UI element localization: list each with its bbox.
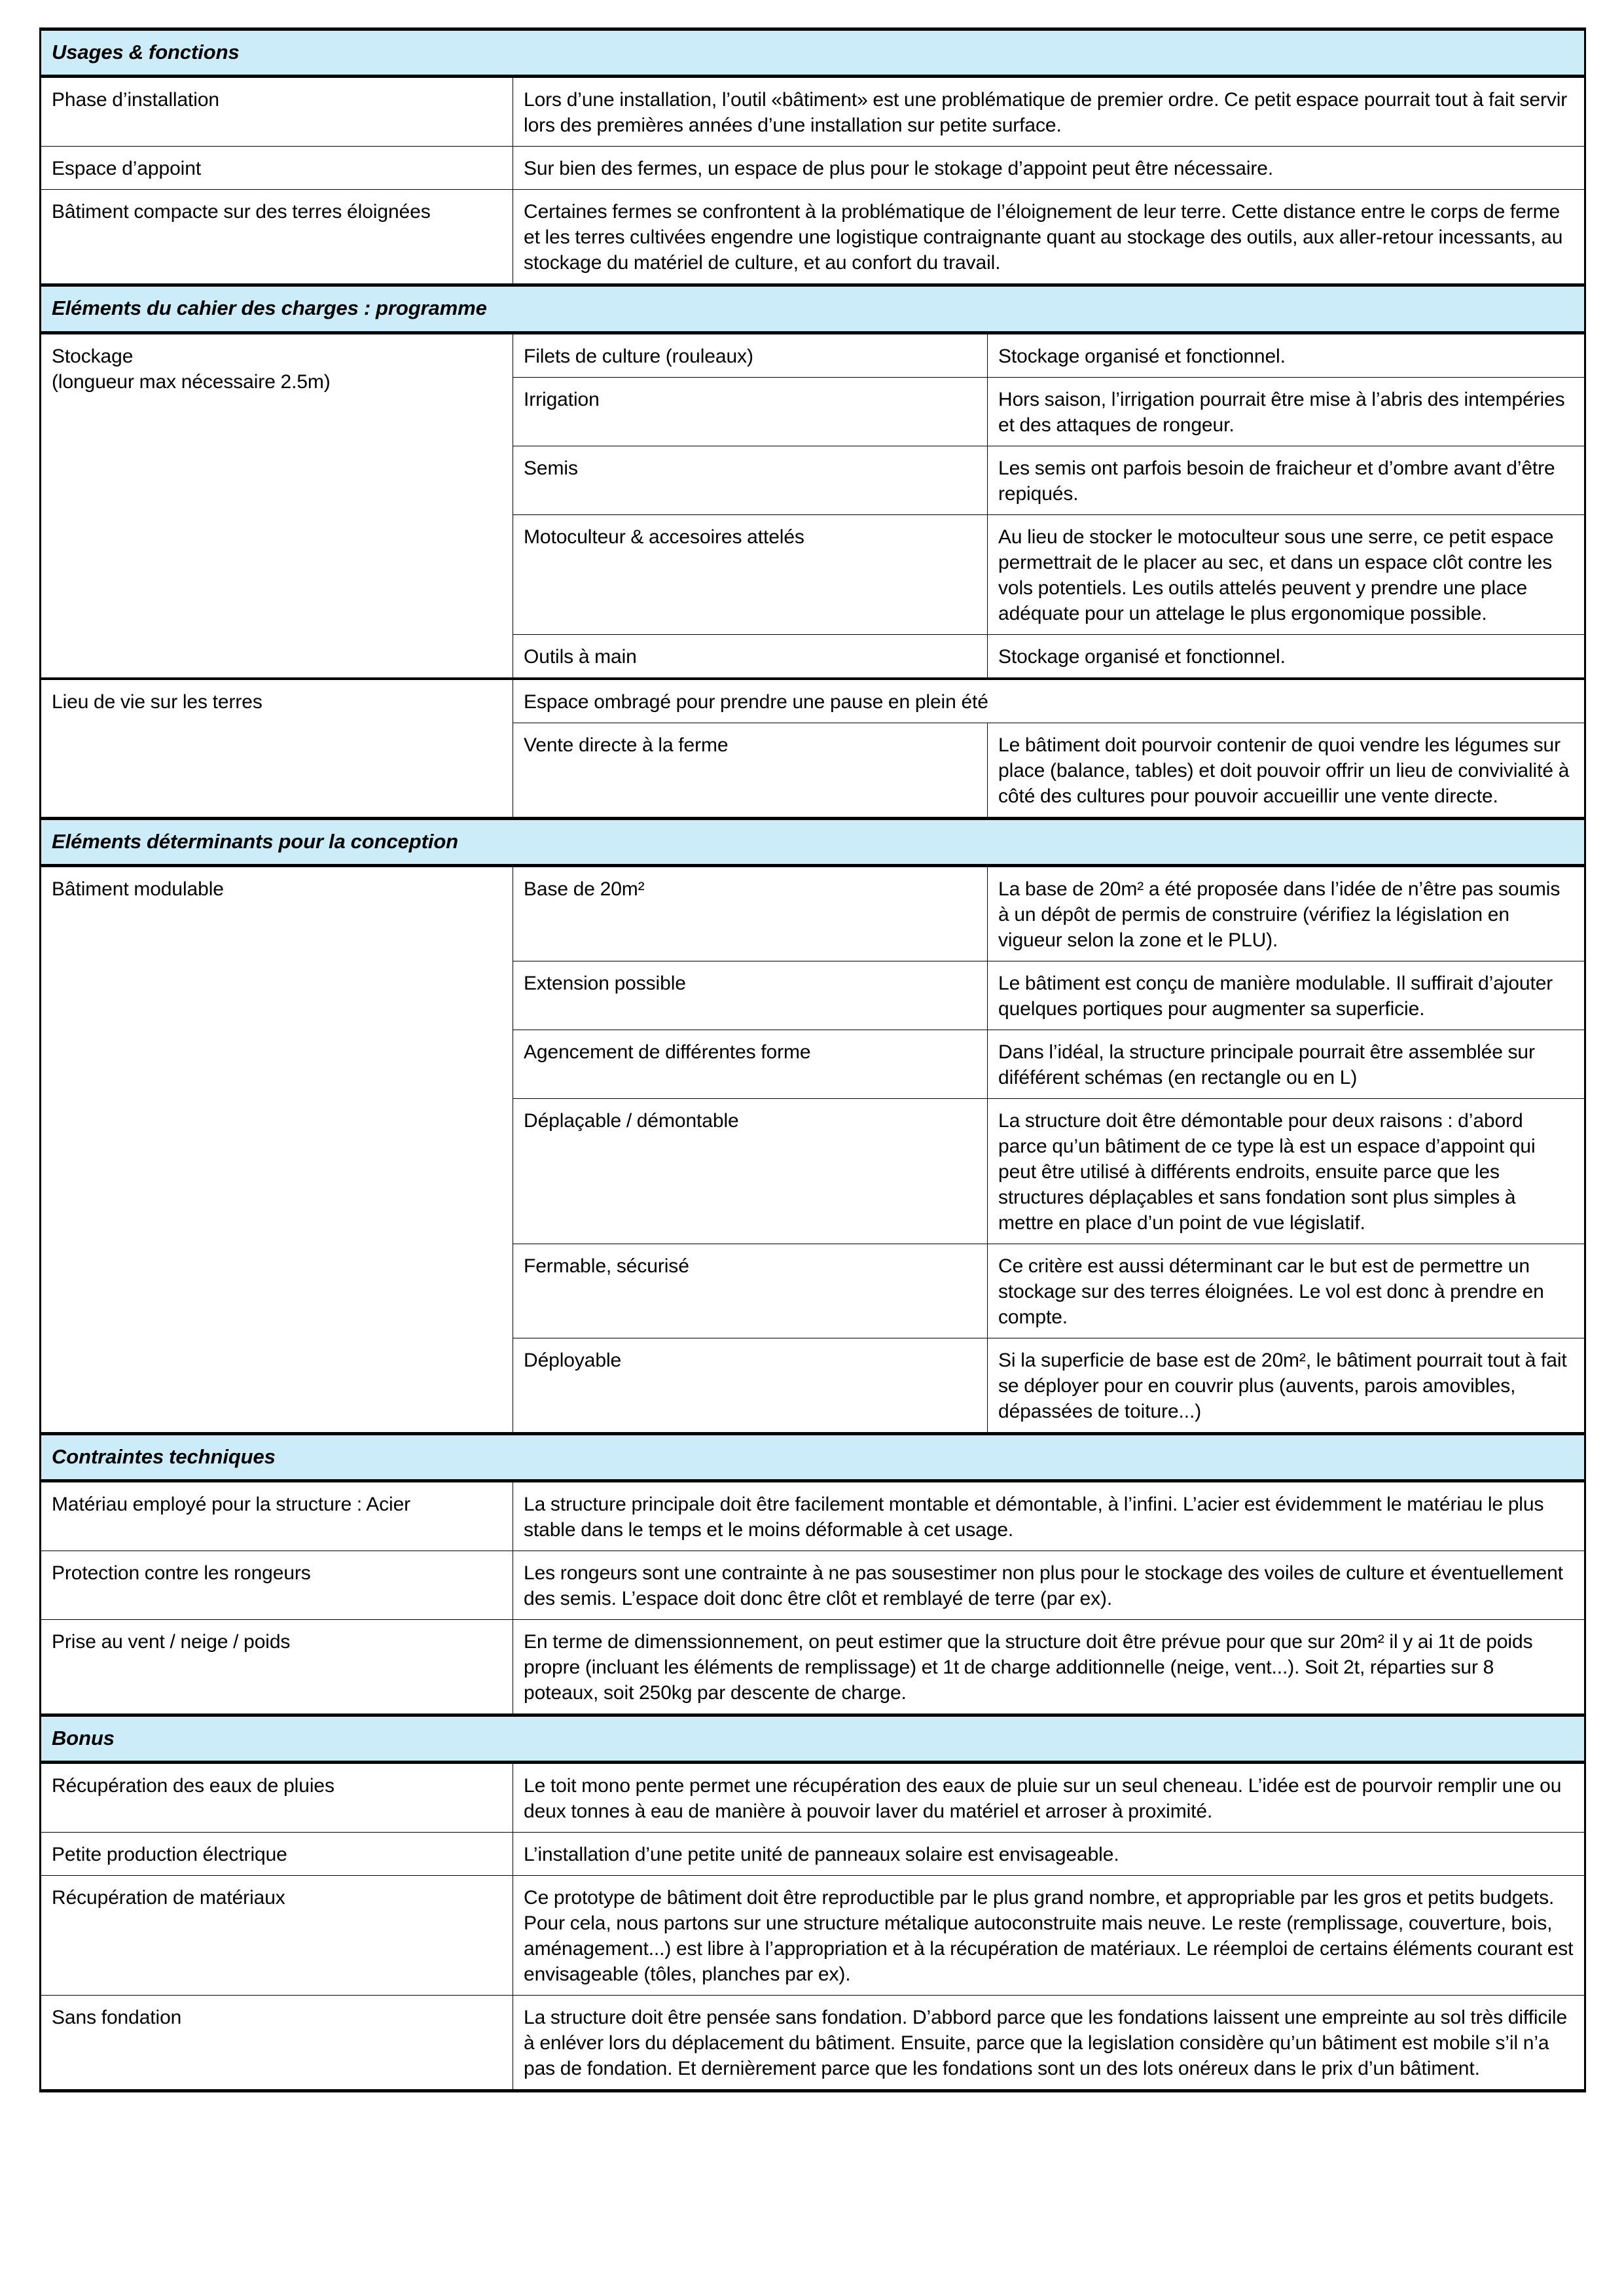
section-header-row [41, 29, 1585, 77]
item-name: Déployable [513, 1338, 988, 1433]
row-description: En terme de dimenssionnement, on peut estimer que la structure doit être prévue pour que sur 20m² il y ai 1t de poids propre (incluant les éléments de remplissage) et 1t de charge additionnelle (neige, vent...). Soit 2t, réparties sur 8 poteaux, soit 250kg par descente de charge. [513, 1620, 1585, 1715]
row-description: Le toit mono pente permet une récupération des eaux de pluie sur un seul cheneau. L’idée est de pourvoir remplir une ou deux tonnes à eau de manière à pouvoir laver du matériel et arroser à proximité. [513, 1763, 1585, 1833]
item-name: Outils à main [513, 634, 988, 679]
row-description: Lors d’une installation, l’outil «bâtiment» est une problématique de premier ordre. Ce petit espace pourrait tout à fait servir lors des premières années d’une installation sur petite surface. [513, 77, 1585, 147]
row-description: Ce prototype de bâtiment doit être reproductible par le plus grand nombre, et appropriable par les gros et petits budgets. Pour cela, nous partons sur une structure métalique autoconstruite mais neuve. Le reste (remplissage, couverture, bois, aménagement...) est libre à l’appropriation et à la récupération de matériaux. Le réemploi de certains éléments courant est envisageable (tôles, planches par ex). [513, 1876, 1585, 1996]
item-description: Dans l’idéal, la structure principale pourrait être assemblée sur diféférent schémas (en rectangle ou en L) [988, 1030, 1585, 1098]
item-name: Vente directe à la ferme [513, 723, 988, 818]
row-label: Petite production électrique [41, 1833, 513, 1876]
item-description: Si la superficie de base est de 20m², le bâtiment pourrait tout à fait se déployer pour en couvrir plus (auvents, parois amovibles, dépassées de toiture...) [988, 1338, 1585, 1433]
section-heading-cahier-des-charges: Eléments du cahier des charges : programme [41, 285, 1585, 332]
item-description: Stockage organisé et fonctionnel. [988, 634, 1585, 679]
table-row [41, 1620, 1585, 1715]
item-description: Hors saison, l’irrigation pourrait être mise à l’abris des intempéries et des attaques de rongeur. [988, 377, 1585, 446]
table-row [41, 1876, 1585, 1996]
row-description: L’installation d’une petite unité de panneaux solaire est envisageable. [513, 1833, 1585, 1876]
item-name: Base de 20m² [513, 865, 988, 961]
row-description: Sur bien des fermes, un espace de plus pour le stokage d’appoint peut être nécessaire. [513, 147, 1585, 190]
section-heading-bonus: Bonus [41, 1715, 1585, 1763]
item-description: La structure doit être démontable pour deux raisons : d’abord parce qu’un bâtiment de ce type là est un espace d’appoint qui peut être utilisé à différents endroits, ensuite parce que les structures déplaçables et sans fondation sont plus simples à mettre en place d’un point de vue législatif. [988, 1098, 1585, 1244]
section-header-row [41, 1715, 1585, 1763]
item-name: Motoculteur & accesoires attelés [513, 514, 988, 634]
item-name: Extension possible [513, 961, 988, 1030]
row-label: Phase d’installation [41, 77, 513, 147]
table-row [41, 1481, 1585, 1551]
table-row [41, 190, 1585, 285]
table-row [41, 1833, 1585, 1876]
item-name: Espace ombragé pour prendre une pause en plein été [513, 679, 1585, 723]
item-name: Filets de culture (rouleaux) [513, 332, 988, 377]
item-description: Le bâtiment doit pourvoir contenir de quoi vendre les légumes sur place (balance, tables) et doit pouvoir offrir un lieu de convivialité à côté des cultures pour pouvoir accueillir une vente directe. [988, 723, 1585, 818]
item-description: Stockage organisé et fonctionnel. [988, 332, 1585, 377]
item-description: Les semis ont parfois besoin de fraicheur et d’ombre avant d’être repiqués. [988, 446, 1585, 514]
section-heading-elements-conception: Eléments déterminants pour la conception [41, 818, 1585, 865]
row-label: Sans fondation [41, 1996, 513, 2091]
item-description: Le bâtiment est conçu de manière modulable. Il suffirait d’ajouter quelques portiques pour augmenter sa superficie. [988, 961, 1585, 1030]
item-name: Déplaçable / démontable [513, 1098, 988, 1244]
row-label: Bâtiment compacte sur des terres éloignées [41, 190, 513, 285]
section-heading-contraintes-techniques: Contraintes techniques [41, 1433, 1585, 1480]
group-label-line-2: (longueur max nécessaire 2.5m) [52, 370, 331, 393]
group-label-line-1: Stockage [52, 345, 134, 367]
section-header-row [41, 285, 1585, 332]
section-heading-usages-fonctions: Usages & fonctions [41, 29, 1585, 77]
row-label: Prise au vent / neige / poids [41, 1620, 513, 1715]
table-row [41, 1996, 1585, 2091]
table-row [41, 679, 1585, 723]
group-label-batiment-modulable: Bâtiment modulable [41, 865, 513, 1433]
table-row [41, 332, 1585, 377]
item-description: Au lieu de stocker le motoculteur sous une serre, ce petit espace permettrait de le placer au sec, et dans un espace clôt contre les vols potentiels. Les outils attelés peuvent y prendre une place adéquate pour un attelage le plus ergonomique possible. [988, 514, 1585, 634]
section-header-row [41, 818, 1585, 865]
row-description: Les rongeurs sont une contrainte à ne pas sousestimer non plus pour le stockage des voiles de culture et éventuellement des semis. L’espace doit donc être clôt et remblayé de terre (par ex). [513, 1551, 1585, 1620]
row-label: Protection contre les rongeurs [41, 1551, 513, 1620]
item-name: Agencement de différentes forme [513, 1030, 988, 1098]
item-description: Ce critère est aussi déterminant car le but est de permettre un stockage sur des terres éloignées. Le vol est donc à prendre en compte. [988, 1244, 1585, 1338]
table-row [41, 1551, 1585, 1620]
table-row [41, 77, 1585, 147]
table-row [41, 1763, 1585, 1833]
item-name: Semis [513, 446, 988, 514]
table-row [41, 865, 1585, 961]
group-label-stockage [41, 332, 513, 679]
section-header-row [41, 1433, 1585, 1480]
row-label: Récupération des eaux de pluies [41, 1763, 513, 1833]
row-label: Matériau employé pour la structure : Acier [41, 1481, 513, 1551]
group-label-lieu-de-vie: Lieu de vie sur les terres [41, 679, 513, 819]
row-label: Espace d’appoint [41, 147, 513, 190]
item-description: La base de 20m² a été proposée dans l’idée de n’être pas soumis à un dépôt de permis de construire (vérifiez la législation en vigueur selon la zone et le PLU). [988, 865, 1585, 961]
specification-table [39, 27, 1586, 2092]
item-name: Fermable, sécurisé [513, 1244, 988, 1338]
row-description: Certaines fermes se confrontent à la problématique de l’éloignement de leur terre. Cette distance entre le corps de ferme et les terres cultivées engendre une logistique contraignante quant au stockage des outils, aux aller-retour incessants, au stockage du matériel de culture, et au confort du travail. [513, 190, 1585, 285]
row-description: La structure doit être pensée sans fondation. D’abbord parce que les fondations laissent une empreinte au sol très difficile à enléver lors du déplacement du bâtiment. Ensuite, parce que la legislation considère qu’un bâtiment est mobile s’il n’a pas de fondation. Et dernièrement parce que les fondations sont un des lots onéreux dans le prix d’un bâtiment. [513, 1996, 1585, 2091]
item-name: Irrigation [513, 377, 988, 446]
row-label: Récupération de matériaux [41, 1876, 513, 1996]
table-row [41, 147, 1585, 190]
row-description: La structure principale doit être facilement montable et démontable, à l’infini. L’acier est évidemment le matériau le plus stable dans le temps et le moins déformable à cet usage. [513, 1481, 1585, 1551]
